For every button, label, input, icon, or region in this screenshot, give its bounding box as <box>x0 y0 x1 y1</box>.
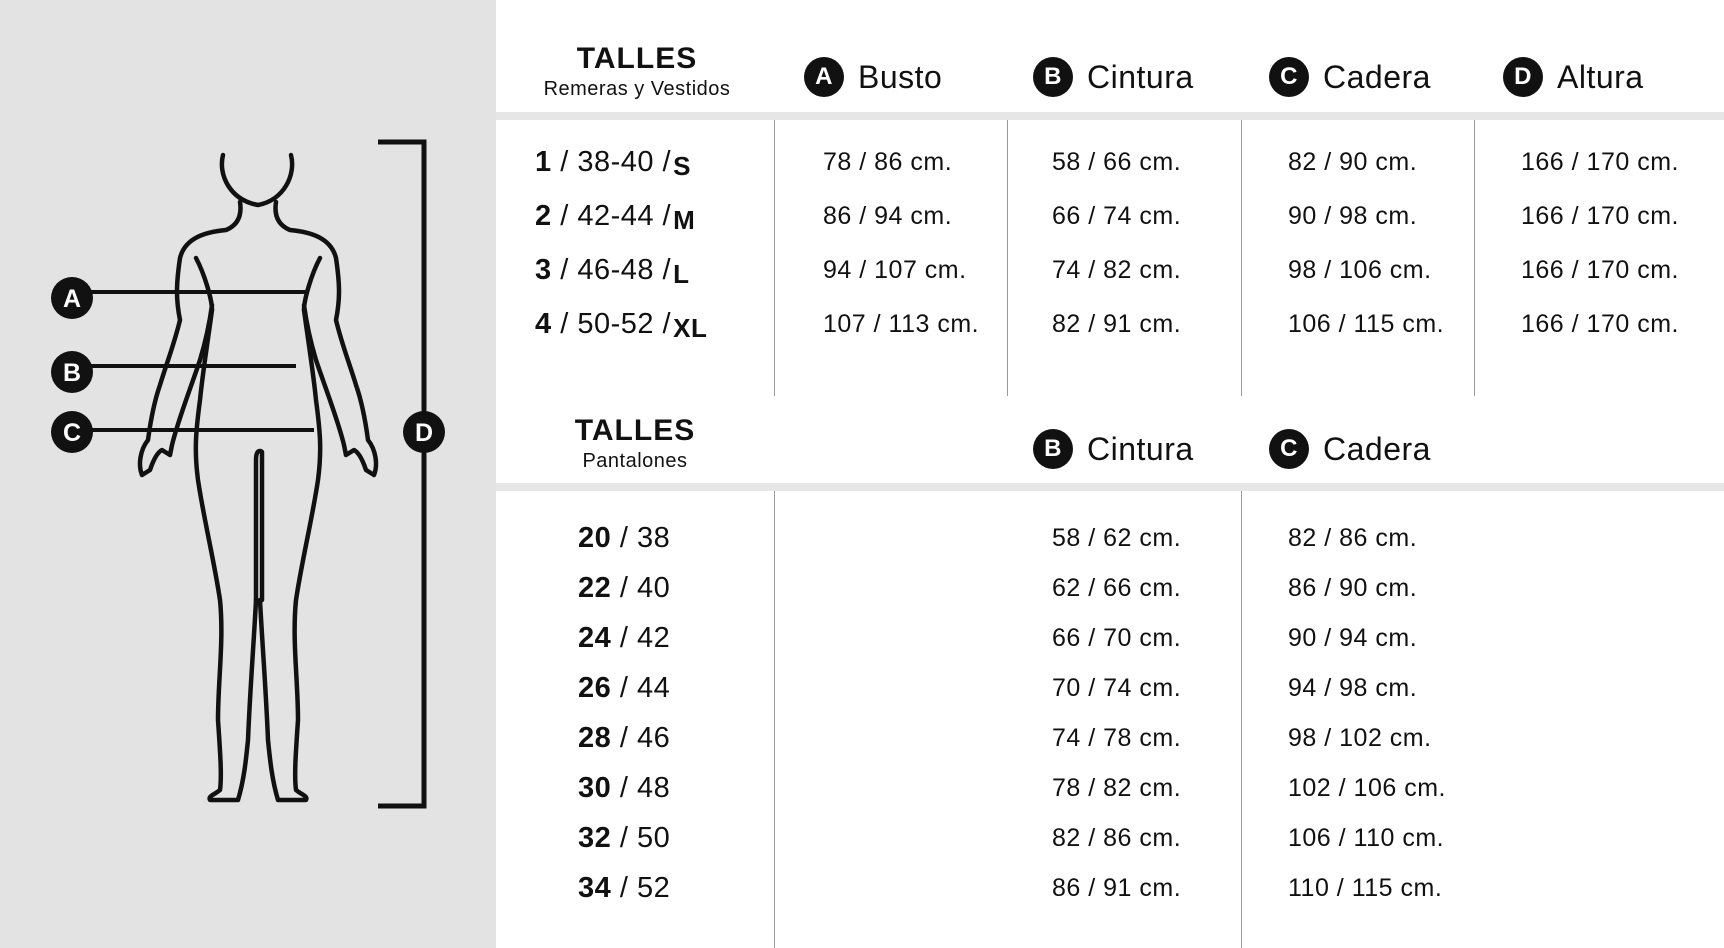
badge-c-icon: C <box>1269 57 1309 97</box>
badge-c-icon: C <box>1269 429 1309 469</box>
busto-cell: 86 / 94 cm. <box>823 202 953 230</box>
leg-right-outline <box>260 310 320 800</box>
pants-cadera-cell: 106 / 110 cm. <box>1288 824 1445 852</box>
tops-header-divider <box>496 112 1724 120</box>
column-divider <box>1241 491 1242 948</box>
torso-right-outline <box>276 202 376 475</box>
pants-size-label: 24 / 42 <box>578 622 671 654</box>
pants-cintura-cell: 86 / 91 cm. <box>1052 874 1182 902</box>
tops-size-label: 2 / 42-44 /M <box>535 200 696 235</box>
pants-table-subtitle: Pantalones <box>582 450 688 472</box>
column-header-busto: A Busto <box>804 55 942 99</box>
pants-size-label: 22 / 40 <box>578 572 671 604</box>
cintura-cell: 58 / 66 cm. <box>1052 148 1182 176</box>
pants-table-title: TALLES <box>574 414 696 447</box>
pants-size-label: 26 / 44 <box>578 672 671 704</box>
pants-size-label: 28 / 46 <box>578 722 671 754</box>
cintura-cell: 82 / 91 cm. <box>1052 310 1182 338</box>
tops-table-subtitle: Remeras y Vestidos <box>543 78 731 100</box>
pants-size-label: 32 / 50 <box>578 822 671 854</box>
pants-header-divider <box>496 483 1724 491</box>
svg-text:C: C <box>62 419 82 447</box>
badge-b-icon: B <box>1033 429 1073 469</box>
altura-cell: 166 / 170 cm. <box>1521 202 1679 230</box>
leg-left-outline <box>196 310 256 800</box>
pants-cadera-cell: 86 / 90 cm. <box>1288 574 1418 602</box>
altura-cell: 166 / 170 cm. <box>1521 148 1679 176</box>
column-header-cadera: C Cadera <box>1269 55 1431 99</box>
head-outline <box>222 155 292 205</box>
column-divider <box>774 491 775 948</box>
svg-text:B: B <box>62 359 82 387</box>
column-divider <box>1241 120 1242 396</box>
pants-cintura-cell: 70 / 74 cm. <box>1052 674 1182 702</box>
tops-size-label: 3 / 46-48 /L <box>535 254 690 289</box>
tops-size-label: 4 / 50-52 /XL <box>535 308 708 343</box>
pants-size-label: 34 / 52 <box>578 872 671 904</box>
pants-cadera-cell: 90 / 94 cm. <box>1288 624 1418 652</box>
pants-cintura-cell: 58 / 62 cm. <box>1052 524 1182 552</box>
pants-cadera-cell: 98 / 102 cm. <box>1288 724 1432 752</box>
column-divider <box>1474 120 1475 396</box>
pants-cadera-cell: 94 / 98 cm. <box>1288 674 1418 702</box>
torso-left-outline <box>140 202 240 475</box>
pants-column-header-cadera: C Cadera <box>1269 427 1431 471</box>
size-tables-panel <box>496 0 1724 948</box>
pants-cadera-cell: 82 / 86 cm. <box>1288 524 1418 552</box>
altura-cell: 166 / 170 cm. <box>1521 256 1679 284</box>
cadera-cell: 82 / 90 cm. <box>1288 148 1418 176</box>
pants-cintura-cell: 82 / 86 cm. <box>1052 824 1182 852</box>
pants-column-header-cintura: B Cintura <box>1033 427 1194 471</box>
pants-size-label: 20 / 38 <box>578 522 671 554</box>
body-diagram-panel <box>0 0 496 948</box>
badge-b-icon: B <box>1033 57 1073 97</box>
body-outline-figure <box>0 0 496 948</box>
tops-size-label: 1 / 38-40 /S <box>535 146 691 181</box>
busto-cell: 107 / 113 cm. <box>823 310 980 338</box>
altura-cell: 166 / 170 cm. <box>1521 310 1679 338</box>
tops-table-title: TALLES <box>576 42 698 75</box>
badge-a-icon: A <box>804 57 844 97</box>
cadera-cell: 90 / 98 cm. <box>1288 202 1418 230</box>
svg-text:D: D <box>414 419 434 447</box>
cadera-cell: 98 / 106 cm. <box>1288 256 1432 284</box>
column-header-cintura: B Cintura <box>1033 55 1194 99</box>
badge-d-icon: D <box>1503 57 1543 97</box>
pants-cintura-cell: 62 / 66 cm. <box>1052 574 1182 602</box>
column-header-altura: D Altura <box>1503 55 1644 99</box>
pants-size-label: 30 / 48 <box>578 772 671 804</box>
cintura-cell: 66 / 74 cm. <box>1052 202 1182 230</box>
pants-cintura-cell: 78 / 82 cm. <box>1052 774 1182 802</box>
busto-cell: 78 / 86 cm. <box>823 148 953 176</box>
pants-cadera-cell: 102 / 106 cm. <box>1288 774 1446 802</box>
busto-cell: 94 / 107 cm. <box>823 256 967 284</box>
svg-text:A: A <box>62 285 82 313</box>
cintura-cell: 74 / 82 cm. <box>1052 256 1182 284</box>
pants-cintura-cell: 74 / 78 cm. <box>1052 724 1182 752</box>
cadera-cell: 106 / 115 cm. <box>1288 310 1445 338</box>
pants-cadera-cell: 110 / 115 cm. <box>1288 874 1443 902</box>
column-divider <box>1007 120 1008 396</box>
height-bracket <box>378 142 424 806</box>
pants-cintura-cell: 66 / 70 cm. <box>1052 624 1182 652</box>
column-divider <box>774 120 775 396</box>
